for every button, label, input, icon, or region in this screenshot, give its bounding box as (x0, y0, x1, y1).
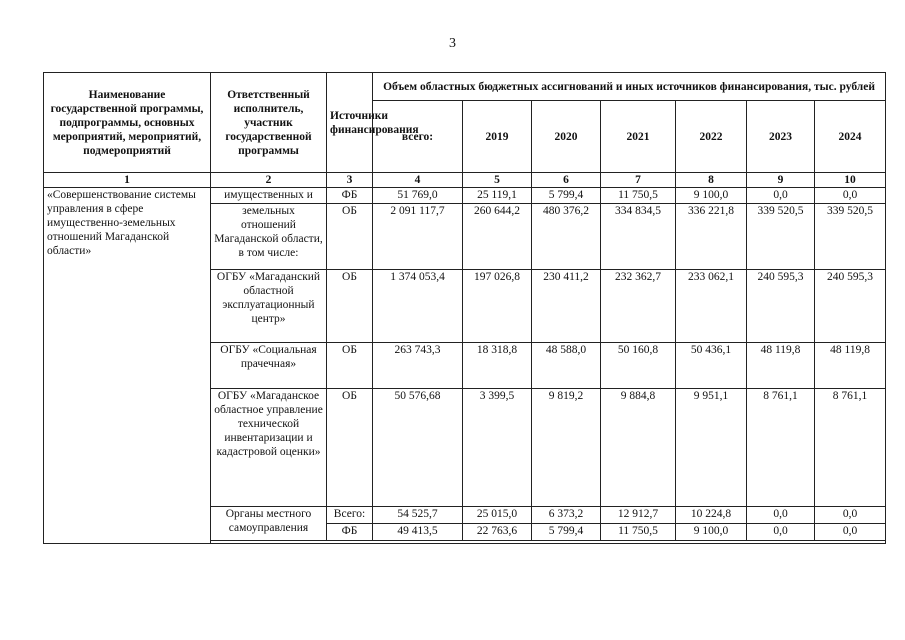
header-source: Источники финансирования (327, 73, 373, 173)
column-numbers-row (44, 173, 886, 188)
value-cell: 0,0 (747, 507, 815, 524)
value-cell: 240 595,3 (815, 270, 886, 343)
header-total: всего: (373, 101, 463, 173)
value-cell: 197 026,8 (463, 270, 532, 343)
executor-cell: Органы местного самоуправления (211, 507, 327, 541)
value-cell: 3 399,5 (463, 389, 532, 507)
header-year: 2022 (676, 101, 747, 173)
value-cell: 9 819,2 (532, 389, 601, 507)
value-cell: 48 119,8 (747, 343, 815, 389)
table-bottom-edge (211, 541, 886, 544)
value-cell: 232 362,7 (601, 270, 676, 343)
header-year: 2023 (747, 101, 815, 173)
value-cell: 8 761,1 (815, 389, 886, 507)
value-cell: 9 884,8 (601, 389, 676, 507)
value-cell: 49 413,5 (373, 524, 463, 541)
value-cell: 50 576,68 (373, 389, 463, 507)
value-cell: 48 588,0 (532, 343, 601, 389)
table-row (44, 188, 886, 204)
source-cell: ОБ (327, 270, 373, 343)
value-cell: 480 376,2 (532, 204, 601, 270)
value-cell: 230 411,2 (532, 270, 601, 343)
executor-cell: имущественных и (211, 188, 327, 204)
value-cell: 54 525,7 (373, 507, 463, 524)
header-volume: Объем областных бюджетных ассигнований и иных источников финансирования, тыс. рублей (373, 73, 886, 101)
value-cell: 0,0 (815, 507, 886, 524)
value-cell: 334 834,5 (601, 204, 676, 270)
header-year: 2021 (601, 101, 676, 173)
value-cell: 339 520,5 (815, 204, 886, 270)
column-number: 9 (747, 173, 815, 188)
value-cell: 12 912,7 (601, 507, 676, 524)
value-cell: 50 160,8 (601, 343, 676, 389)
value-cell: 1 374 053,4 (373, 270, 463, 343)
executor-cell: земельных отношений Магаданской области, в том числе: (211, 204, 327, 270)
executor-cell: ОГБУ «Социальная прачечная» (211, 343, 327, 389)
value-cell: 22 763,6 (463, 524, 532, 541)
value-cell: 25 119,1 (463, 188, 532, 204)
value-cell: 5 799,4 (532, 188, 601, 204)
value-cell: 240 595,3 (747, 270, 815, 343)
value-cell: 0,0 (747, 188, 815, 204)
value-cell: 25 015,0 (463, 507, 532, 524)
value-cell: 2 091 117,7 (373, 204, 463, 270)
value-cell: 260 644,2 (463, 204, 532, 270)
value-cell: 9 951,1 (676, 389, 747, 507)
source-cell: ОБ (327, 389, 373, 507)
header-year: 2019 (463, 101, 532, 173)
value-cell: 11 750,5 (601, 524, 676, 541)
column-number: 8 (676, 173, 747, 188)
value-cell: 336 221,8 (676, 204, 747, 270)
column-number: 1 (44, 173, 211, 188)
value-cell: 233 062,1 (676, 270, 747, 343)
value-cell: 0,0 (815, 188, 886, 204)
value-cell: 18 318,8 (463, 343, 532, 389)
column-number: 10 (815, 173, 886, 188)
value-cell: 11 750,5 (601, 188, 676, 204)
executor-cell: ОГБУ «Магаданское областное управление технической инвентаризации и кадастровой оценки» (211, 389, 327, 507)
column-number: 3 (327, 173, 373, 188)
budget-table (43, 72, 886, 544)
value-cell: 10 224,8 (676, 507, 747, 524)
value-cell: 9 100,0 (676, 524, 747, 541)
page-number: 3 (449, 36, 456, 51)
header-year: 2020 (532, 101, 601, 173)
source-cell: ОБ (327, 204, 373, 270)
header-executor: Ответственный исполнитель, участник государственной программы (211, 73, 327, 173)
value-cell: 0,0 (815, 524, 886, 541)
header-year: 2024 (815, 101, 886, 173)
source-cell: Всего: (327, 507, 373, 524)
value-cell: 5 799,4 (532, 524, 601, 541)
column-number: 5 (463, 173, 532, 188)
value-cell: 339 520,5 (747, 204, 815, 270)
value-cell: 9 100,0 (676, 188, 747, 204)
source-cell: ФБ (327, 524, 373, 541)
value-cell: 6 373,2 (532, 507, 601, 524)
column-number: 2 (211, 173, 327, 188)
header-program: Наименование государственной программы, подпрограммы, основных мероприятий, мероприятий, подмероприятий (44, 73, 211, 173)
column-number: 7 (601, 173, 676, 188)
value-cell: 51 769,0 (373, 188, 463, 204)
value-cell: 8 761,1 (747, 389, 815, 507)
source-cell: ОБ (327, 343, 373, 389)
value-cell: 50 436,1 (676, 343, 747, 389)
column-number: 6 (532, 173, 601, 188)
value-cell: 48 119,8 (815, 343, 886, 389)
source-cell: ФБ (327, 188, 373, 204)
executor-cell: ОГБУ «Магаданский областной эксплуатационный центр» (211, 270, 327, 343)
value-cell: 263 743,3 (373, 343, 463, 389)
column-number: 4 (373, 173, 463, 188)
program-name-cell: «Совершенствование системы управления в сфере имущественно-земельных отношений Магаданской области» (44, 188, 211, 544)
value-cell: 0,0 (747, 524, 815, 541)
